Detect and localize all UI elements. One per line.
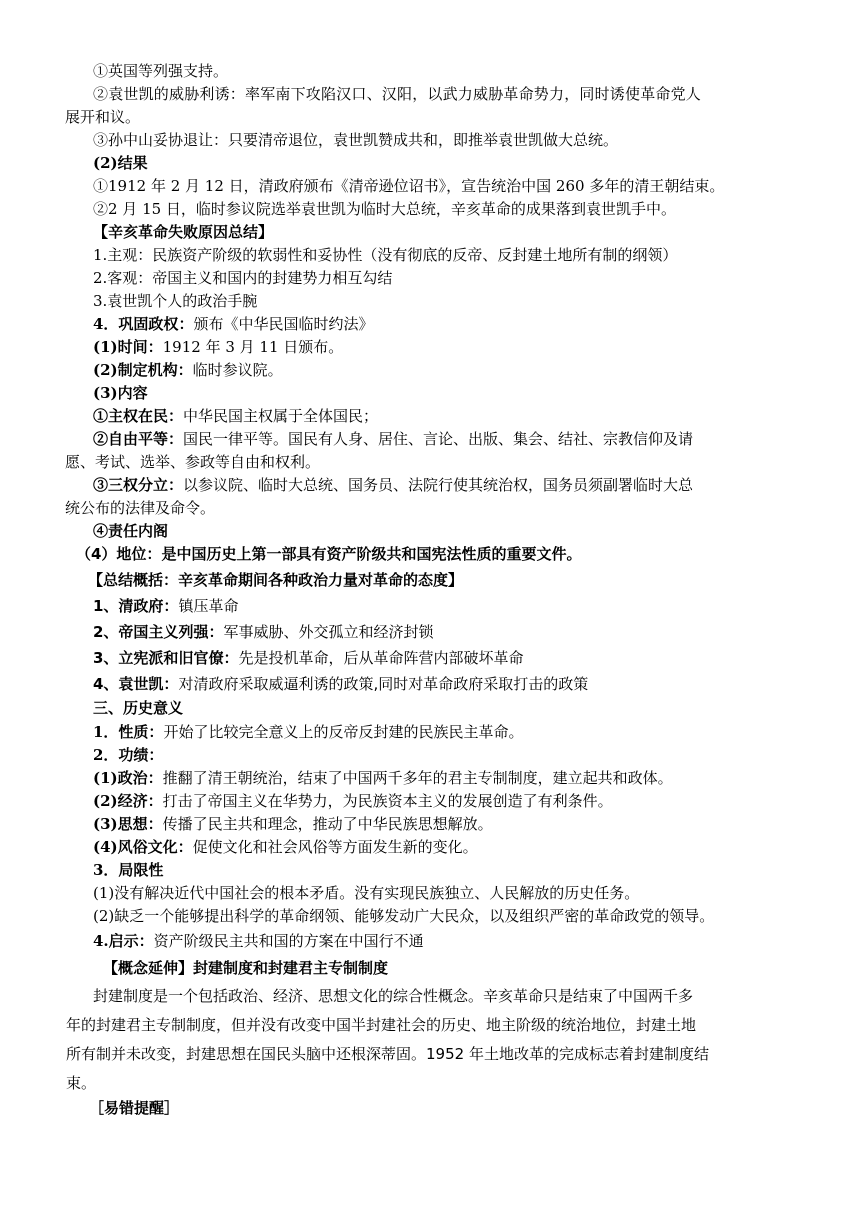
text-line: ①英国等列强支持。 — [93, 62, 229, 80]
item-text: 1912 年 3 月 11 日颁布。 — [162, 338, 344, 356]
paragraph-line: 年的封建君主专制制度，但并没有改变中国半封建社会的历史、地主阶级的统治地位，封建土地 — [66, 1016, 697, 1034]
item-text: 临时参议院。 — [192, 361, 283, 379]
item-label: 3、立宪派和旧官僚： — [93, 649, 239, 667]
text-line: ②2 月 15 日，临时参议院选举袁世凯为临时大总统，辛亥革命的成果落到袁世凯手中。 — [93, 200, 676, 218]
section-heading: ④责任内阁 — [93, 522, 169, 540]
item-text: 中华民国主权属于全体国民； — [183, 407, 379, 425]
item-label: 4.启示： — [93, 932, 154, 950]
text-line — [93, 767, 673, 789]
text-line — [93, 336, 343, 358]
section-heading: ［易错提醒］ — [89, 1099, 180, 1117]
text-line: 3.袁世凯个人的政治手腕 — [93, 292, 258, 310]
paragraph-line: 封建制度是一个包括政治、经济、思想文化的综合性概念。辛亥革命只是结束了中国两千多 — [93, 987, 694, 1005]
paragraph-line: 所有制并未改变，封建思想在国民头脑中还根深蒂固。1952 年土地改革的完成标志着封建制度结 — [66, 1045, 709, 1063]
text-line: ①1912 年 2 月 12 日，清政府颁布《清帝逊位诏书》，宣告统治中国 260 多年的清王朝结束。 — [93, 177, 725, 195]
item-label: ②自由平等： — [93, 430, 184, 448]
item-label: (4)风俗文化： — [93, 838, 193, 856]
text-line — [93, 930, 424, 952]
section-heading: (3)内容 — [93, 384, 148, 402]
item-label: 4．巩固政权： — [93, 315, 194, 333]
text-line — [93, 428, 693, 450]
item-text: 促使文化和社会风俗等方面发生新的变化。 — [192, 838, 478, 856]
item-label: (1)政治： — [93, 769, 163, 787]
text-line: (2)缺乏一个能够提出科学的革命纲领、能够发动广大民众，以及组织严密的革命政党的领导。 — [93, 907, 715, 925]
text-line — [93, 647, 523, 669]
section-heading: 三、历史意义 — [93, 699, 184, 717]
text-line: ③孙中山妥协退让：只要清帝退位，袁世凯赞成共和，即推举袁世凯做大总统。 — [93, 131, 619, 149]
text-line: （4）地位：是中国历史上第一部具有资产阶级共和国宪法性质的重要文件。 — [76, 545, 582, 563]
section-heading: (2)结果 — [93, 154, 148, 172]
item-label: ①主权在民： — [93, 407, 184, 425]
item-label: (2)经济： — [93, 792, 163, 810]
item-label: 4、袁世凯： — [93, 675, 179, 693]
text-line: 2.客观：帝国主义和国内的封建势力相互勾结 — [93, 269, 393, 287]
item-label: 1．性质： — [93, 723, 164, 741]
text-line: (1)没有解决近代中国社会的根本矛盾。没有实现民族独立、人民解放的历史任务。 — [93, 884, 640, 902]
text-line — [93, 813, 493, 835]
item-label: (2)制定机构： — [93, 361, 193, 379]
item-text: 军事威胁、外交孤立和经济封锁 — [223, 623, 434, 641]
text-line — [93, 405, 378, 427]
item-label: (3)思想： — [93, 815, 163, 833]
item-label: 1、清政府： — [93, 597, 179, 615]
text-line — [93, 836, 478, 858]
item-text: 开始了比较完全意义上的反帝反封建的民族民主革命。 — [163, 723, 524, 741]
text-line — [93, 313, 373, 335]
item-label: 2、帝国主义列强： — [93, 623, 224, 641]
text-line — [93, 595, 238, 617]
item-text: 传播了民主共和理念，推动了中华民族思想解放。 — [162, 815, 493, 833]
text-line: 统公布的法律及命令。 — [65, 499, 216, 517]
text-line: 愿、考试、选举、参政等自由和权利。 — [65, 453, 321, 471]
item-text: 对清政府采取威逼利诱的政策,同时对革命政府采取打击的政策 — [178, 675, 589, 693]
text-line — [93, 359, 283, 381]
item-label: ③三权分立： — [93, 476, 184, 494]
section-heading: 【概念延伸】封建制度和封建君主专制制度 — [103, 959, 389, 977]
item-text: 推翻了清王朝统治，结束了中国两千多年的君主专制制度，建立起共和政体。 — [162, 769, 673, 787]
text-line: 展开和议。 — [65, 108, 141, 126]
item-text: 打击了帝国主义在华势力，为民族资本主义的发展创造了有利条件。 — [162, 792, 613, 810]
paragraph-line: 束。 — [66, 1074, 97, 1092]
item-text: 颁布《中华民国临时约法》 — [193, 315, 374, 333]
section-heading: 【辛亥革命失败原因总结】 — [93, 223, 274, 241]
item-label: (1)时间： — [93, 338, 163, 356]
text-line — [93, 474, 693, 496]
item-text: 资产阶级民主共和国的方案在中国行不通 — [153, 932, 424, 950]
text-line: ②袁世凯的威胁利诱：率军南下攻陷汉口、汉阳，以武力威胁革命势力，同时诱使革命党人 — [93, 85, 702, 103]
item-text: 镇压革命 — [178, 597, 239, 615]
text-line: 1.主观：民族资产阶级的软弱性和妥协性（没有彻底的反帝、反封建土地所有制的纲领） — [93, 246, 678, 264]
text-line — [93, 790, 613, 812]
item-text: 国民一律平等。国民有人身、居住、言论、出版、集会、结社、宗教信仰及请 — [183, 430, 694, 448]
text-line — [93, 721, 523, 743]
item-text: 以参议院、临时大总统、国务员、法院行使其统治权，国务员须副署临时大总 — [183, 476, 694, 494]
item-text: 先是投机革命，后从革命阵营内部破坏革命 — [238, 649, 524, 667]
section-heading: 2．功绩： — [93, 746, 164, 764]
section-heading: 【总结概括：辛亥革命期间各种政治力量对革命的态度】 — [88, 571, 464, 589]
section-heading: 3．局限性 — [93, 861, 164, 879]
text-line — [93, 673, 588, 695]
text-line — [93, 621, 433, 643]
